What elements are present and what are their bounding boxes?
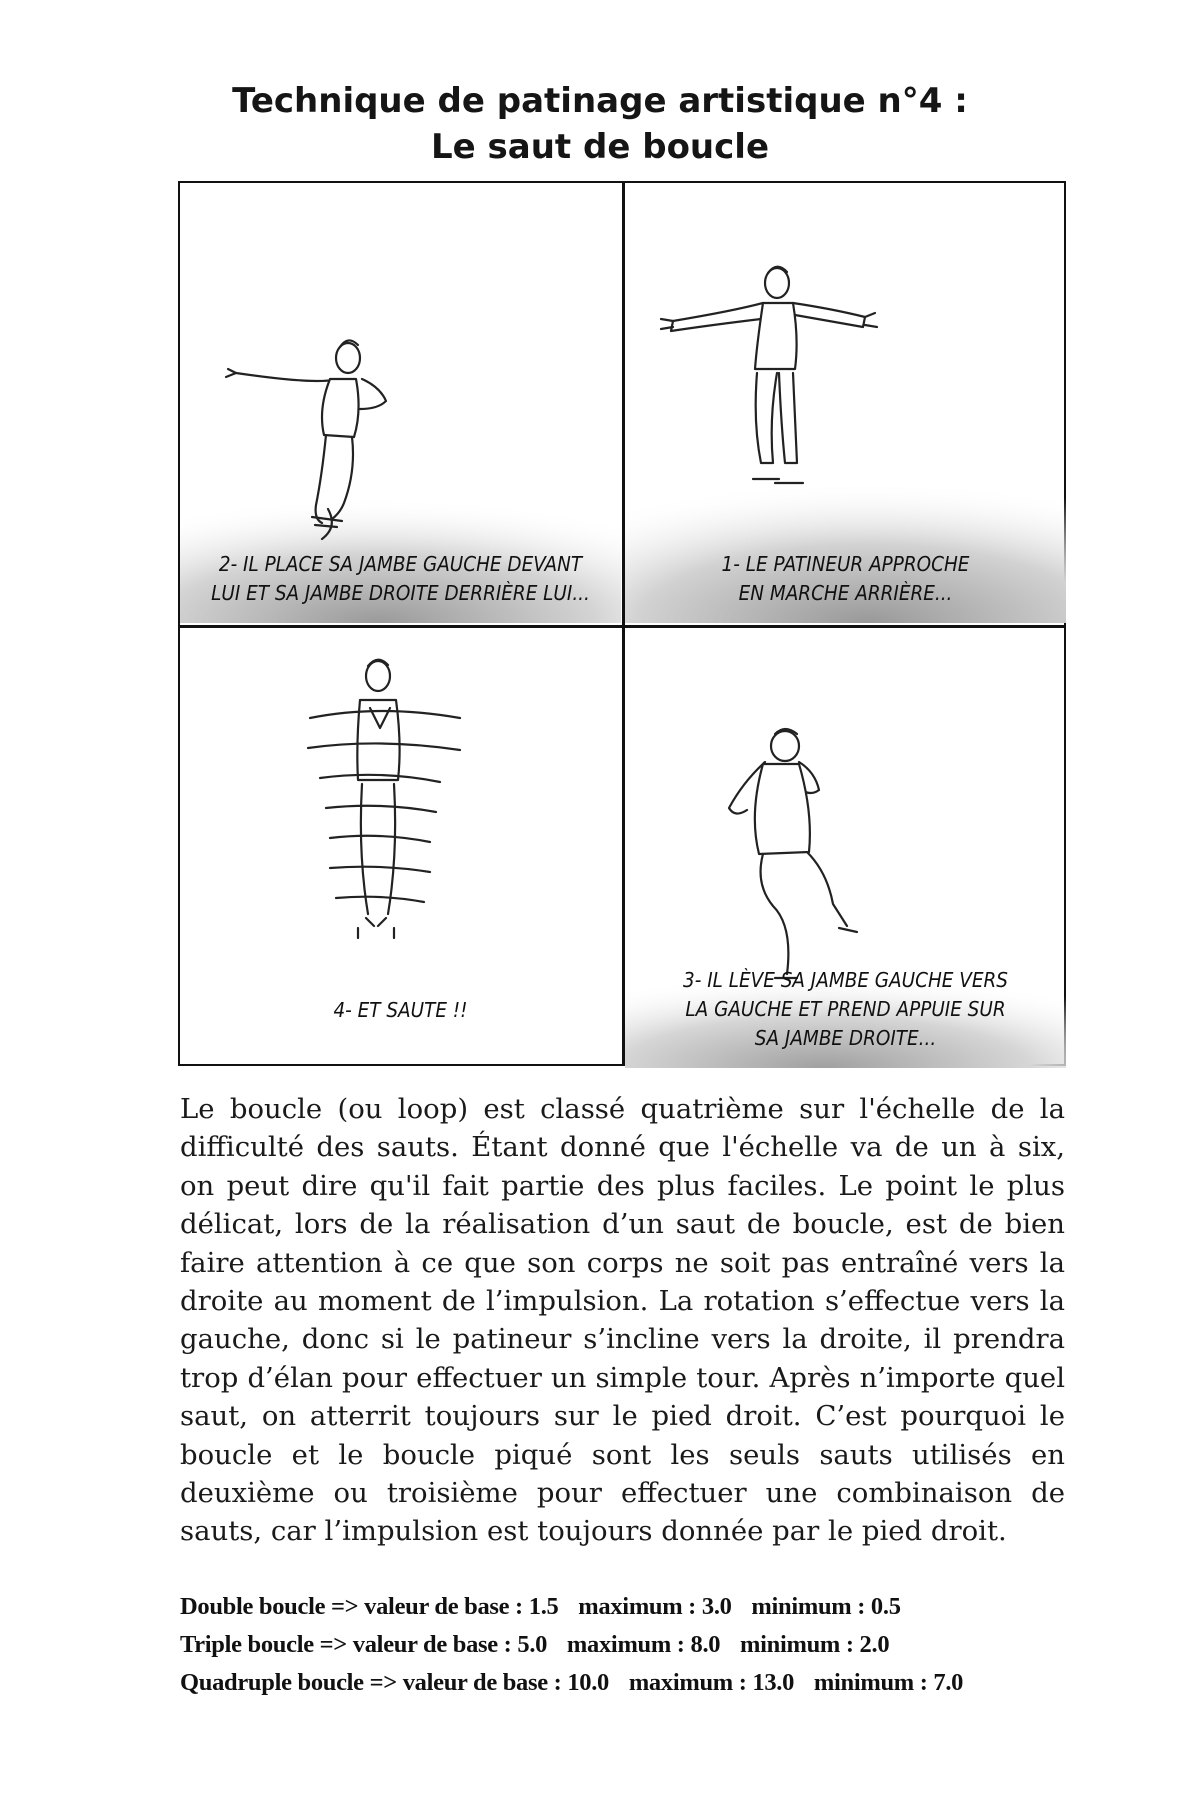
jump-name: Quadruple boucle [180,1669,364,1696]
caption-step-3-line-1: 3- IL LÈVE SA JAMBE GAUCHE VERS [683,968,1008,992]
min-value: minimum : 7.0 [813,1669,964,1696]
min-value: minimum : 0.5 [751,1593,901,1620]
explanation-paragraph: Le boucle (ou loop) est classé quatrième sur l'échelle de la difficulté des sauts. Étant donné que l'échelle va de un à six, on peut dire qu'il fait partie des plus faciles. Le point le plus délicat, lors de la réalisation d’un saut de boucle, est de bien faire attention à ce que son corps ne soit pas entraîné vers la droite au moment de l’impulsion. La rotation s’effectue vers la gauche, donc si le patineur s’incline vers la droite, il prendra trop d’élan pour effectuer un simple tour. Après n’importe quel saut, on atterrit toujours sur le pied droit. C’est pourquoi le boucle et le boucle piqué sont les seuls sauts utilisés en deuxième ou troisième pour effectuer une combinaison de sauts, car l’impulsion est toujours donnée par le pied droit. [180,1093,1065,1548]
caption-step-4-line-1: 4- ET SAUTE !! [333,998,468,1022]
panel-step-2 [180,183,621,623]
caption-step-2 [198,550,604,608]
stat-line-quadruple [180,1664,1080,1702]
page-title [0,78,1200,170]
jump-values-list [180,1588,1080,1702]
min-value: minimum : 2.0 [740,1631,890,1658]
title-line-2: Le saut de boucle [430,127,770,167]
caption-step-3-line-3: SA JAMBE DROITE... [754,1026,937,1050]
panel-step-1 [625,183,1066,623]
arrow: => [369,1669,397,1696]
jump-name: Double boucle [180,1593,326,1620]
caption-step-4 [198,996,604,1025]
caption-step-3 [643,966,1049,1053]
caption-step-1-line-1: 1- LE PATINEUR APPROCHE [721,552,970,576]
base-value: valeur de base : 5.0 [352,1631,548,1658]
caption-step-2-line-1: 2- IL PLACE SA JAMBE GAUCHE DEVANT [218,552,583,576]
caption-step-3-line-2: LA GAUCHE ET PREND APPUIE SUR [685,997,1006,1021]
max-value: maximum : 8.0 [566,1631,721,1658]
arrow: => [331,1593,359,1620]
comic-grid [178,181,1066,1066]
stat-line-triple [180,1626,1080,1664]
base-value: valeur de base : 10.0 [402,1669,609,1696]
caption-step-1 [643,550,1049,608]
stat-line-double [180,1588,1080,1626]
title-line-1: Technique de patinage artistique n°4 : [232,81,968,121]
caption-step-1-line-2: EN MARCHE ARRIÈRE... [738,581,953,605]
jump-name: Triple boucle [180,1631,314,1658]
max-value: maximum : 3.0 [578,1593,732,1620]
caption-step-2-line-2: LUI ET SA JAMBE DROITE DERRIÈRE LUI... [211,581,590,605]
max-value: maximum : 13.0 [628,1669,795,1696]
base-value: valeur de base : 1.5 [364,1593,559,1620]
arrow: => [319,1631,347,1658]
panel-step-3 [625,628,1066,1068]
panel-step-4 [180,628,621,1068]
